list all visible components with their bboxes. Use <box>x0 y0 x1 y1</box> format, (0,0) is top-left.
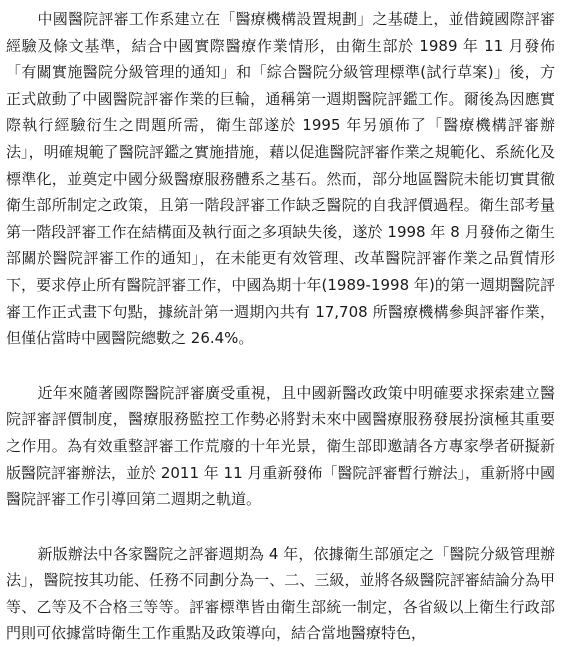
paragraph-3: 新版辦法中各家醫院之評審週期為 4 年，依據衛生部頒定之「醫院分級管理辦法」，醫院按其功能、任務不同劃分為一、二、三級，並將各級醫院評審結論分為甲等、乙等及不合格三等等。評審標準皆由衛生部統一制定，各省級以上衛生行政部門則可依據當時衛生工作重點及政策導向，結合當地醫療特色， <box>6 544 555 643</box>
paragraph-1: 中國醫院評審工作系建立在「醫療機構設置規劃」之基礎上，並借鏡國際評審經驗及條文基準，結合中國實際醫療作業情形，由衛生部於 1989 年 11 月發佈「有關實施醫院分級管理的通知」和「綜合醫院分級管理標準(試行草案)」後，方正式啟動了中國醫院評審作業的巨輪，通稱第一週期醫院評鑑工作。爾後為因應實際執行經驗衍生之問題所需，衛生部遂於 1995 年另頒佈了「醫療機構評審辦法」，明確規範了醫院評鑑之實施措施，藉以促進醫院評審作業之規範化、系統化及標準化，並奠定中國分級醫療服務體系之基石。然而，部分地區醫院未能切實貫徹衛生部所制定之政策，且第一階段評審工作缺乏醫院的自我評價過程。衛生部考量第一階段評審工作在結構面及執行面之多項缺失後，遂於 1998 年 8 月發佈之衛生部關於醫院評審工作的通知」，在未能更有效管理、改革醫院評審作業之品質情形下，要求停止所有醫院評審工作，中國為期十年(1989-1998 年)的第一週期醫院評審工作正式畫下句點，據統計第一週期內共有 17,708 所醫療機構參與評審作業，但僅佔當時中國醫院總數之 26.4%。 <box>6 10 555 348</box>
paragraph-2: 近年來隨著國際醫院評審廣受重視，且中國新醫改政策中明確要求探索建立醫院評審評價制度，醫療服務監控工作勢必將對未來中國醫療服務發展扮演極其重要之作用。為有效重整評審工作荒廢的十年光景，衛生部即邀請各方專家學者研擬新版醫院評審辦法，並於 2011 年 11 月重新發佈「醫院評審暫行辦法」，重新將中國醫院評審工作引導回第二週期之軌道。 <box>6 383 555 509</box>
